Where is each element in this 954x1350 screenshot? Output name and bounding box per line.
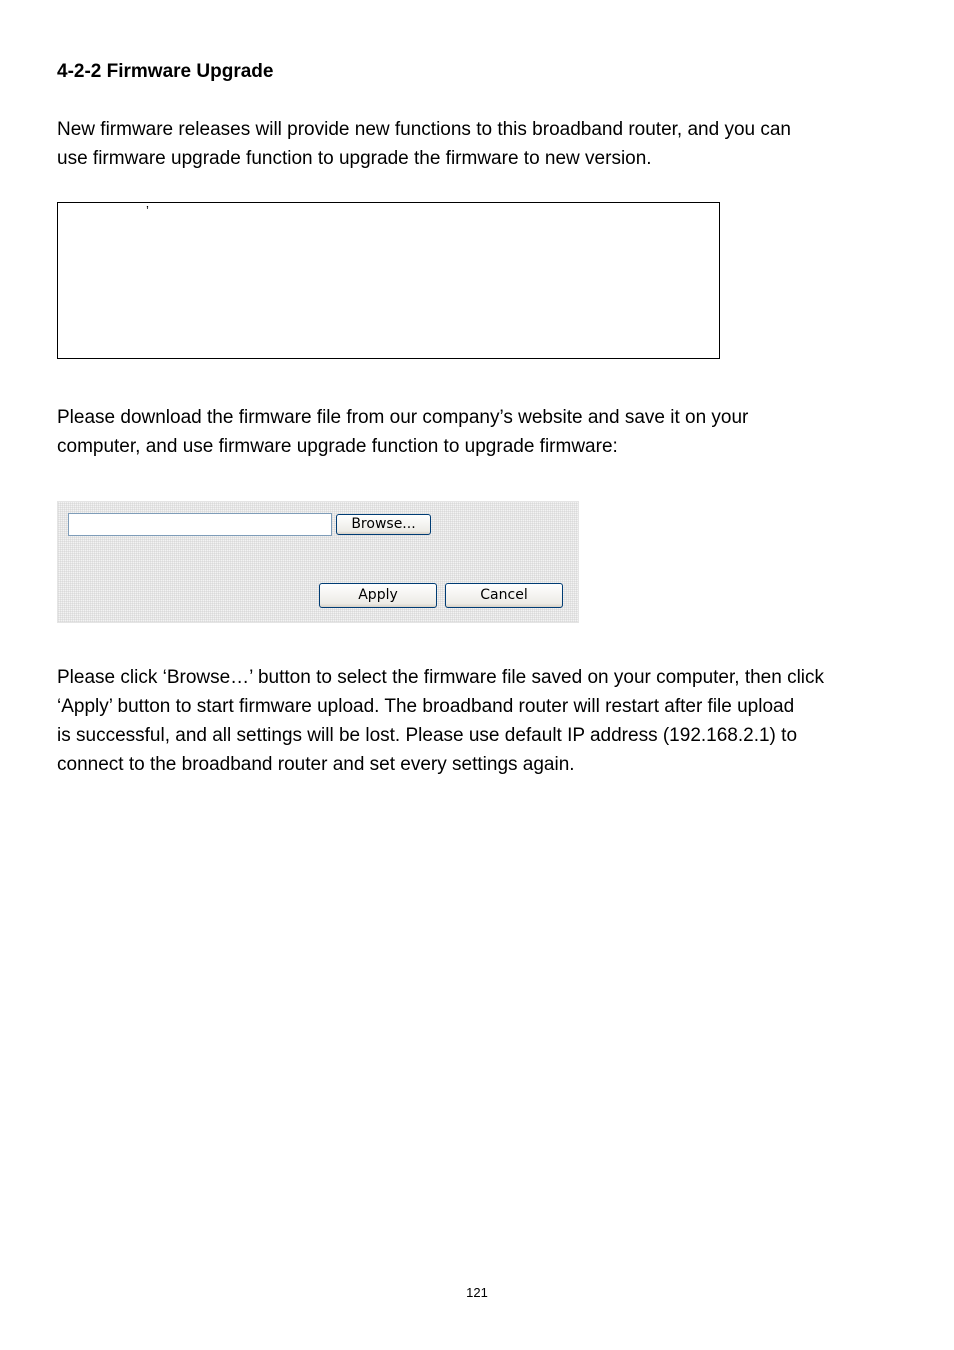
apply-button[interactable]: Apply xyxy=(319,583,437,608)
instructions-line: is successful, and all settings will be lost. Please use default IP address (192.168.2.1) to xyxy=(57,725,798,746)
browse-button[interactable]: Browse... xyxy=(336,514,431,535)
instructions-line: ‘Apply’ button to start firmware upload. The broadband router will restart after file upload xyxy=(57,696,795,717)
instructions-line: Please click ‘Browse…’ button to select the firmware file saved on your computer, then click xyxy=(57,667,825,688)
intro-paragraph xyxy=(57,115,791,173)
note-mark: ’ xyxy=(146,203,149,218)
instructions-paragraph xyxy=(57,663,824,779)
intro-line: use firmware upgrade function to upgrade the firmware to new version. xyxy=(57,148,652,169)
download-paragraph xyxy=(57,403,748,461)
note-box xyxy=(57,202,720,359)
download-line: Please download the firmware file from our company’s website and save it on your xyxy=(57,407,749,428)
section-title: 4-2-2 Firmware Upgrade xyxy=(57,61,274,82)
page-number: 121 xyxy=(466,1285,488,1300)
download-line: computer, and use firmware upgrade function to upgrade firmware: xyxy=(57,436,618,457)
intro-line: New firmware releases will provide new functions to this broadband router, and you can xyxy=(57,119,791,140)
firmware-upgrade-panel xyxy=(57,501,579,623)
instructions-line: connect to the broadband router and set every settings again. xyxy=(57,754,575,775)
firmware-file-input[interactable] xyxy=(68,513,332,536)
cancel-button[interactable]: Cancel xyxy=(445,583,563,608)
